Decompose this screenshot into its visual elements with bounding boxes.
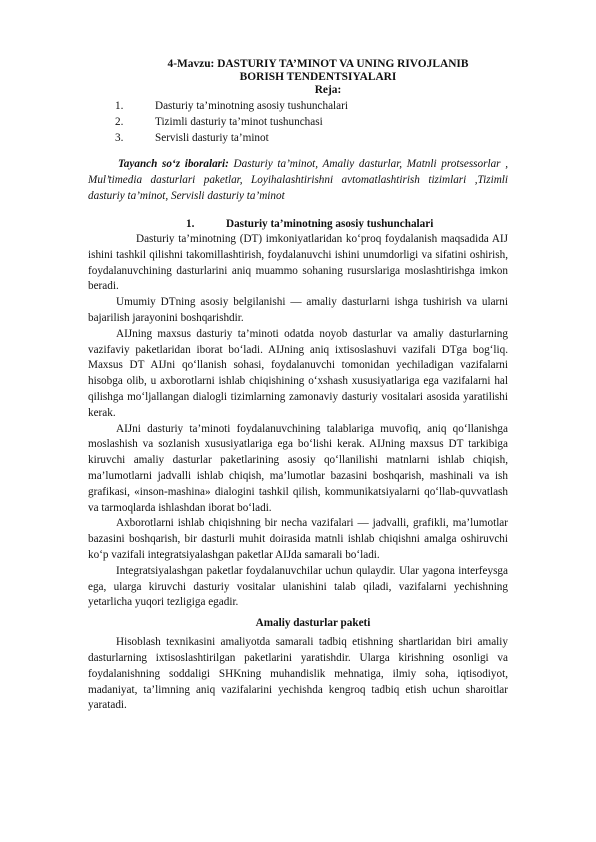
section-heading bbox=[88, 216, 508, 232]
body-paragraph: Integratsiyalashgan paketlar foydalanuvchilar uchun qulaydir. Ular yagona interfeysga ega, ularga kiruvchi dasturiy vositalar ulanishini talab qiladi, vazifalarni yechishning yetarlicha yuqori tezligiga egadir. bbox=[88, 564, 508, 609]
body-paragraph: AIJni dasturiy ta’minoti foydalanuvchining talablariga muvofiq, aniq qo‘llanishga moslashish va sozlanish xususiyatlariga ega bo‘lishi kerak. AIJning maxsus DT tarkibiga kiruvchi amaliy dasturlar paketlarining asosiy qo‘llanilishi matnlarni ishlab chiqish, ma’lumotlarni jadvalli ishlab chiqish, ma’lumotlar bazasini boshqarish, mashinali va ish grafikasi, «inson-mashina» dialogini tashkil qilish, kommunikatsiyalarni qo‘llab-quvvatlash va tarmoqlarda ishlashdan iborat bo‘ladi. bbox=[88, 422, 508, 514]
plan-list bbox=[115, 98, 508, 146]
plan-item-text: Tizimli dasturiy ta’minot tushunchasi bbox=[155, 116, 323, 128]
plan-item-text: Dasturiy ta’minotning asosiy tushunchalari bbox=[155, 100, 348, 112]
section-number: 1. bbox=[186, 218, 195, 230]
topic-title bbox=[88, 58, 508, 84]
body-paragraph: Dasturiy ta’minotning (DT) imkoniyatlaridan ko‘proq foydalanish maqsadida AIJ ishini tashkil qilishni takomillashtirish, foydalanuvchi ishini unumdorligi va sifatini oshirish, foydalanuvchining dasturlarini aniq muammo sohaning rusurslariga moslashtirishga imkon beradi. bbox=[88, 233, 508, 293]
plan-item bbox=[115, 114, 508, 130]
body-paragraph: AIJning maxsus dasturiy ta’minoti odatda noyob dasturlar va amaliy dasturlarning vazifaviy paketlaridan iborat bo‘ladi. AIJning aniq ixtisoslashuvi vazifali DTga bog‘liq. Maxsus DT AIJni qo‘llanish sohasi, foydalanuvchi tomonidan yechiladigan vazifalarni hisobga olib, u axborotlarni ishlab chiqishining o‘xshash xususiyatlariga ega vazifalarni hal qilishga mo‘ljallangan dialogli tizimlarning zamonaviy dasturiy vositalari asosida yaratilishi kerak. bbox=[88, 327, 508, 419]
body-paragraph: Axborotlarni ishlab chiqishning bir necha vazifalari — jadvalli, grafikli, ma’lumotlar bazasini boshqarish, bir dasturli muhit doirasida matnli ishlab chiqishni amalga oshiruvchi ko‘p vazifali integratsiyalashgan paketlar AIJda samarali bo‘ladi. bbox=[88, 517, 508, 561]
subheading: Amaliy dasturlar paketi bbox=[255, 617, 371, 630]
keywords-block bbox=[88, 156, 508, 204]
keywords-text: Dasturiy ta’minot, Amaliy dasturlar, Matnli protsessorlar , Mul’timedia dasturlari paketlar, Loyihalashtirishni avtomatlashtirish tizimlari ,Tizimli dasturiy ta’minot, Servisli dasturiy ta’minot bbox=[88, 158, 509, 202]
plan-item-number: 1. bbox=[115, 100, 124, 112]
topic-title-line-2: BORISH TENDENTSIYALARI bbox=[239, 71, 397, 84]
section-title: Dasturiy ta’minotning asosiy tushunchalari bbox=[226, 218, 434, 230]
plan-item-number: 2. bbox=[115, 116, 124, 128]
plan-item-number: 3. bbox=[115, 132, 124, 144]
plan-item bbox=[115, 98, 508, 114]
body-paragraph: Umumiy DTning asosiy belgilanishi — amaliy dasturlarni ishga tushirish va ularni bajarilish jarayonini boshqarishdir. bbox=[88, 296, 508, 324]
document-page bbox=[88, 58, 508, 714]
plan-item bbox=[115, 130, 508, 146]
plan-heading: Reja: bbox=[314, 84, 342, 97]
plan-item-text: Servisli dasturiy ta’minot bbox=[155, 132, 269, 144]
topic-title-line-1: 4-Mavzu: DASTURIY TA’MINOT VA UNING RIVOJLANIB bbox=[167, 58, 469, 70]
keywords-label: Tayanch so‘z iboralari: bbox=[118, 158, 229, 170]
body-paragraph: Hisoblash texnikasini amaliyotda samarali tadbiq etishning shartlaridan biri amaliy dasturlarning ixtisoslashtirilgan paketlarini yaratishdir. Ularga kirishning osonligi va foydalanishning soddaligi SHKning muhandislik mehnatiga, ilmiy soha, iqtisodiyot, madaniyat, ta’limning aniq vazifalarini yechishda kengroq tadbiq etish uchun sharoitlar yaratadi. bbox=[88, 636, 508, 712]
